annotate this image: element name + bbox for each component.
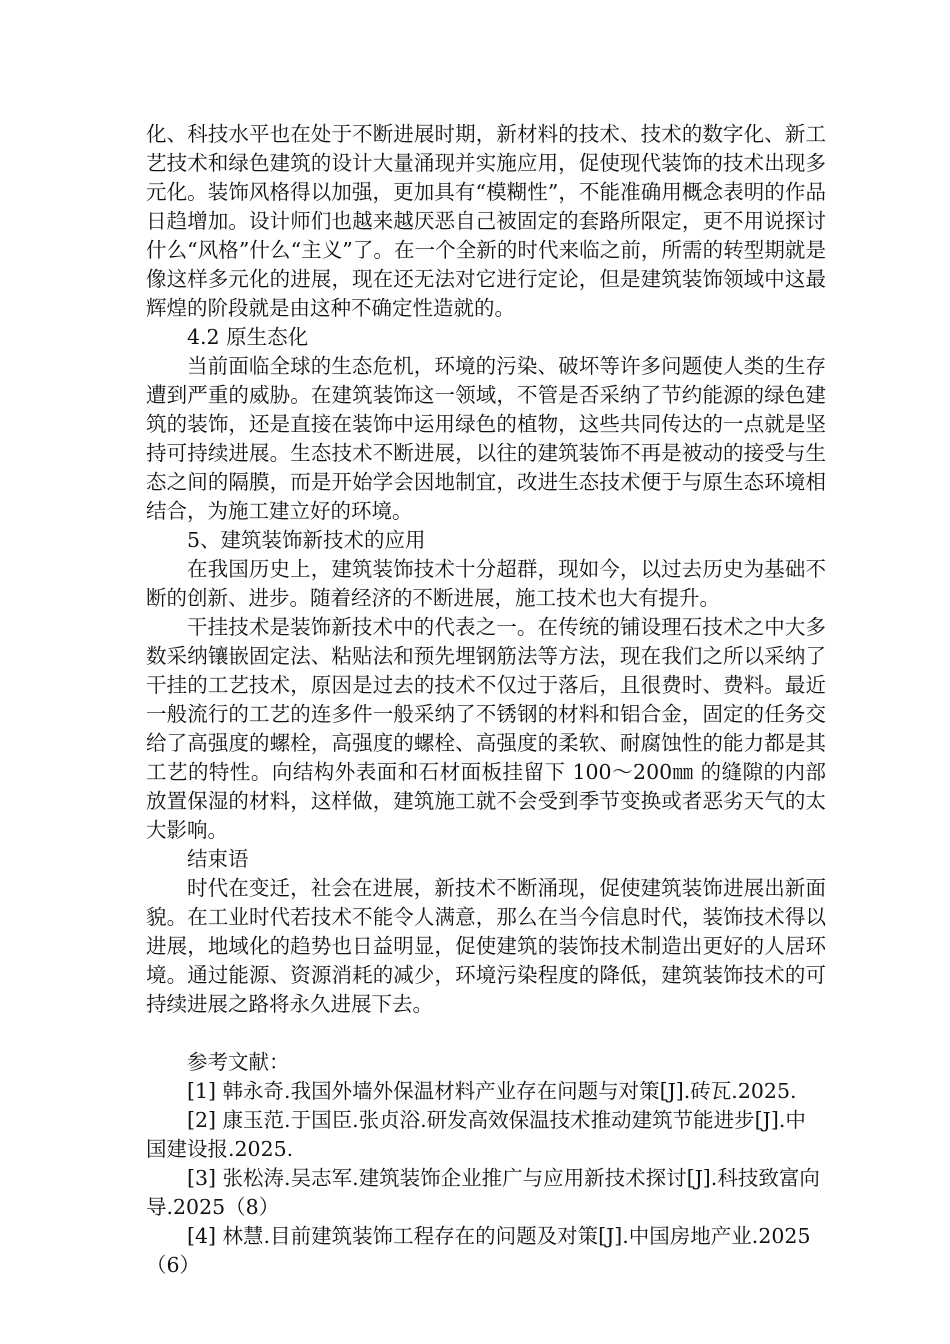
reference-item-3: [3] 张松涛.吴志军.建筑装饰企业推广与应用新技术探讨[J].科技致富向导.2025（8） [146, 1166, 820, 1219]
section-4-2-heading: 4.2 原生态化 [187, 325, 309, 349]
section-5-paragraph-1: 在我国历史上，建筑装饰技术十分超群，现如今，以过去历史为基础不断的创新、进步。随着经济的不断进展，施工技术也大有提升。 [146, 557, 826, 610]
references-heading: 参考文献： [187, 1050, 290, 1074]
section-5-heading: 5、建筑装饰新技术的应用 [187, 528, 426, 552]
reference-item-1: [1] 韩永奇.我国外墙外保温材料产业存在问题与对策[J].砖瓦.2025. [187, 1079, 797, 1103]
conclusion-heading: 结束语 [187, 847, 249, 871]
section-4-2-paragraph: 当前面临全球的生态危机，环境的污染、破坏等许多问题使人类的生存遭到严重的威胁。在建筑装饰这一领域，不管是否采纳了节约能源的绿色建筑的装饰，还是直接在装饰中运用绿色的植物，这些共同传达的一点就是坚持可持续进展。生态技术不断进展，以往的建筑装饰不再是被动的接受与生态之间的隔膜，而是开始学会因地制宜，改进生态技术便于与原生态环境相结合，为施工建立好的环境。 [146, 354, 826, 523]
spacer [146, 1019, 826, 1048]
conclusion-paragraph: 时代在变迁，社会在进展，新技术不断涌现，促使建筑装饰进展出新面貌。在工业时代若技术不能令人满意，那么在当今信息时代，装饰技术得以进展，地域化的趋势也日益明显，促使建筑的装饰技术制造出更好的人居环境。通过能源、资源消耗的减少，环境污染程度的降低，建筑装饰技术的可持续进展之路将永久进展下去。 [146, 876, 826, 1016]
intro-continuation-paragraph: 化、科技水平也在处于不断进展时期，新材料的技术、技术的数字化、新工艺技术和绿色建筑的设计大量涌现并实施应用，促使现代装饰的技术出现多元化。装饰风格得以加强，更加具有“模糊性”，不能准确用概念表明的作品日趋增加。设计师们也越来越厌恶自己被固定的套路所限定，更不用说探讨什么“风格”什么“主义”了。在一个全新的时代来临之前，所需的转型期就是像这样多元化的进展，现在还无法对它进行定论，但是建筑装饰领域中这最辉煌的阶段就是由这种不确定性造就的。 [146, 122, 826, 320]
document-page [146, 120, 826, 1280]
section-5-paragraph-2: 干挂技术是装饰新技术中的代表之一。在传统的铺设理石技术之中大多数采纳镶嵌固定法、粘贴法和预先埋钢筋法等方法，现在我们之所以采纳了干挂的工艺技术，原因是过去的技术不仅过于落后，且很费时、费料。最近一般流行的工艺的连多件一般采纳了不锈钢的材料和铝合金，固定的任务交给了高强度的螺栓，高强度的螺栓、高强度的柔软、耐腐蚀性的能力都是其工艺的特性。向结构外表面和石材面板挂留下 100～200㎜ 的缝隙的内部放置保湿的材料，这样做，建筑施工就不会受到季节变换或者恶劣天气的太大影响。 [146, 615, 826, 842]
reference-item-2: [2] 康玉范.于国臣.张贞浴.研发高效保温技术推动建筑节能进步[J].中国建设报.2025. [146, 1108, 806, 1161]
reference-item-4: [4] 林慧.目前建筑装饰工程存在的问题及对策[J].中国房地产业.2025（6） [146, 1224, 811, 1277]
